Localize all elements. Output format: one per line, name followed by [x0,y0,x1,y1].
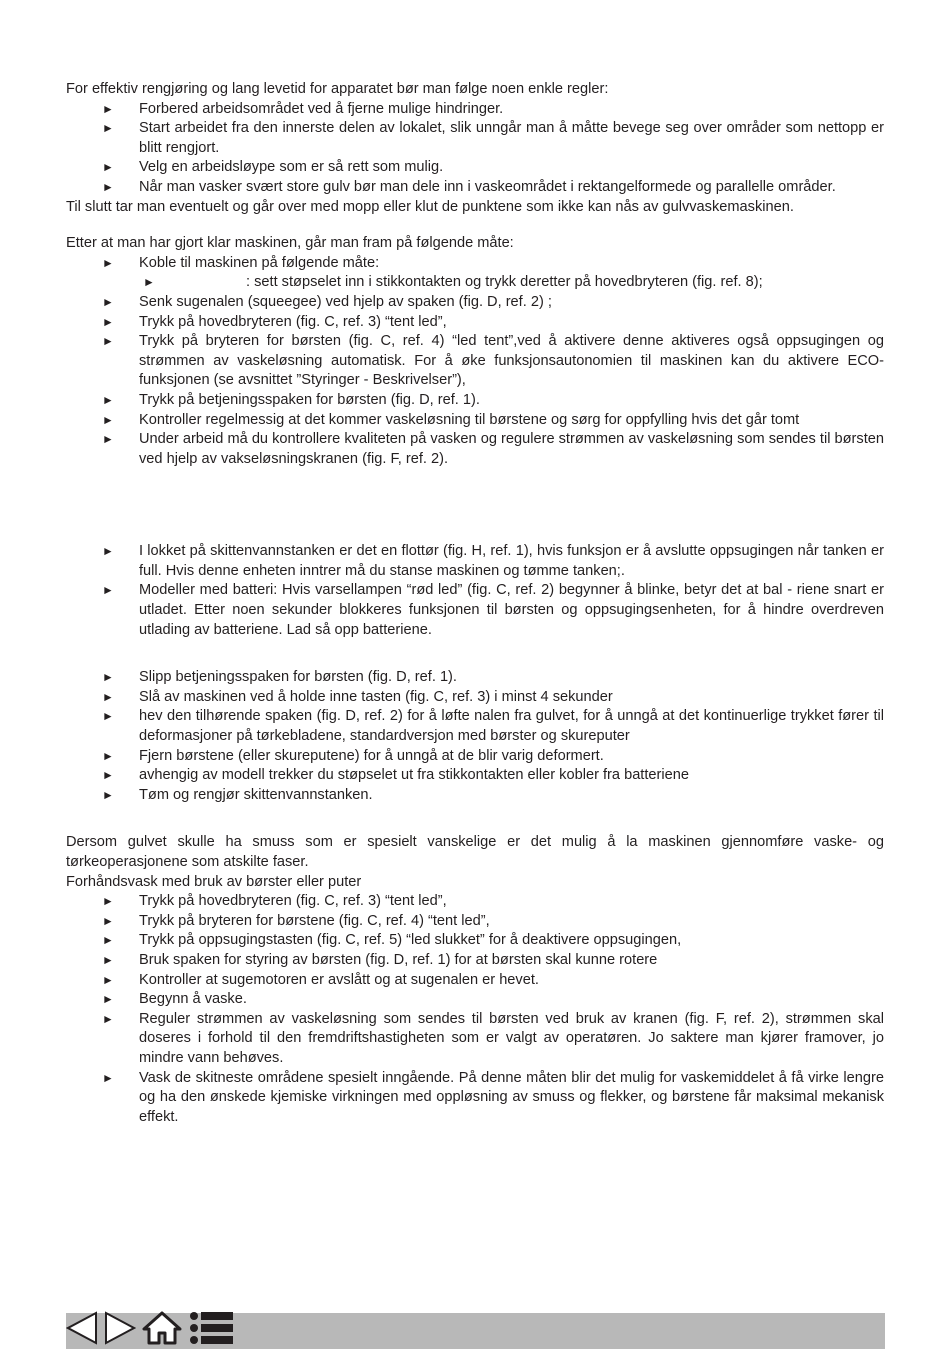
section2-list [66,254,884,470]
list-item: ► Velg en arbeidsløype som er så rett som mulig. [66,158,884,178]
list-item: ► Start arbeidet fra den innerste delen av lokalet, slik unngår man å måtte bevege seg over områder som nettopp er blitt rengjort. [102,120,884,156]
bullet-arrow-icon: ► [102,748,114,763]
bullet-arrow-icon: ► [102,160,114,175]
list-item: ► hev den tilhørende spaken (fig. D, ref. 2) for å løfte nalen fra gulvet, for å unngå at det kontinuerlige trykket fører til deformasjoner på tørkebladene, standardversjon med børster og skureputer [102,708,884,745]
bullet-arrow-icon: ► [102,334,114,349]
section3-list [66,542,884,640]
bullet-arrow-icon: ► [102,992,114,1007]
bullet-arrow-icon: ► [102,933,114,948]
bullet-arrow-icon: ► [102,412,114,427]
sub-item-text: : sett støpselet inn i stikkontakten og trykk deretter på hovedbryteren (fig. ref. 8); [246,274,763,291]
list-item: ► Under arbeid må du kontrollere kvaliteten på vasken og regulere strømmen av vaskeløsning som sendes til børsten ved hjelp av vakseløsningskranen (fig. F, ref. 2). [102,431,884,467]
section1-list [66,100,884,198]
bullet-arrow-icon: ► [102,294,114,309]
bullet-arrow-icon: ► [102,670,114,685]
list-item: ► Kontroller at sugemotoren er avslått og at sugenalen er hevet. [66,971,884,991]
bullet-arrow-icon: ► [102,1070,114,1085]
bullet-arrow-icon: ► [102,709,114,724]
list-item: ► Trykk på bryteren for børsten (fig. C, ref. 4) “led tent”,ved å aktivere denne aktiveres også oppsugingen og strømmen av vaskeløsning automatisk. For å øke funksjonsautonomien til maskinen kan du aktivere ECO-funksjonen (se avsnittet ”Styringer - Beskrivelser”), [102,333,884,389]
list-item: ► avhengig av modell trekker du støpselet ut fra stikkontakten eller kobler fra batteriene [66,766,884,786]
document-body [66,80,884,1127]
list-item: ► Slipp betjeningsspaken for børsten (fig. D, ref. 1). [66,668,884,688]
section4-list [66,668,884,805]
bullet-arrow-icon: ► [102,972,114,987]
list-item: ► Kontroller regelmessig at det kommer vaskeløsning til børstene og sørg for oppfylling hvis det går tomt [66,411,884,431]
bullet-arrow-icon: ► [102,121,114,136]
section1-intro: For effektiv rengjøring og lang levetid for apparatet bør man følge noen enkle regler: [66,81,609,97]
list-item: ► Bruk spaken for styring av børsten (fig. D, ref. 1) for at børsten skal kunne rotere [66,951,884,971]
next-page-icon[interactable] [104,1311,136,1352]
bullet-arrow-icon: ► [102,894,114,909]
section2-intro: Etter at man har gjort klar maskinen, går man fram på følgende måte: [66,235,514,252]
footer-nav [66,1313,234,1349]
list-item: ► Forbered arbeidsområdet ved å fjerne mulige hindringer. [66,100,884,120]
list-item: ► Slå av maskinen ved å holde inne tasten (fig. C, ref. 3) i minst 4 sekunder [66,688,884,708]
bullet-arrow-icon: ► [102,952,114,967]
sub-list-item [66,273,884,293]
bullet-arrow-icon: ► [102,583,114,598]
section5-list [66,892,884,1127]
list-item: ► Trykk på oppsugingstasten (fig. C, ref. 5) “led slukket” for å deaktivere oppsugingen, [66,931,884,951]
list-item: ► Koble til maskinen på følgende måte: [66,254,884,274]
bullet-arrow-icon: ► [143,275,155,290]
list-item: ► Trykk på hovedbryteren (fig. C, ref. 3) “tent led”, [66,313,884,333]
section1-outro: Til slutt tar man eventuelt og går over med mopp eller klut de punktene som ikke kan nås av gulvvaskemaskinen. [66,198,794,215]
bullet-arrow-icon: ► [102,314,114,329]
list-item: ► I lokket på skittenvannstanken er det en flottør (fig. H, ref. 1), hvis funksjon er å avslutte oppsugingen når tanken er full. Hvis denne enheten inntrer må du stanse maskinen og tømme tanken;. [102,543,884,579]
bullet-arrow-icon: ► [102,255,114,270]
bullet-arrow-icon: ► [102,392,114,407]
bullet-arrow-icon: ► [102,101,114,116]
bullet-arrow-icon: ► [102,689,114,704]
contents-list-icon[interactable] [188,1311,234,1352]
bullet-arrow-icon: ► [102,913,114,928]
list-item: ► Når man vasker svært store gulv bør man dele inn i vaskeområdet i rektangelformede og parallelle områder. [66,178,884,198]
bullet-arrow-icon: ► [102,787,114,802]
list-item: ► Trykk på hovedbryteren (fig. C, ref. 3) “tent led”, [66,892,884,912]
list-item: ► Trykk på bryteren for børstene (fig. C, ref. 4) “tent led”, [66,912,884,932]
list-item: ► Reguler strømmen av vaskeløsning som sendes til børsten ved bruk av kranen (fig. F, ref. 2), strømmen skal doseres i forhold til den fremdriftshastigheten som er valgt av operatøren. Jo saktere man kjører framover, jo mindre vann behøves. [102,1010,884,1066]
bullet-arrow-icon: ► [102,544,114,559]
list-item: ► Tøm og rengjør skittenvannstanken. [66,786,884,806]
bullet-arrow-icon: ► [102,1011,114,1026]
list-item: ► Trykk på betjeningsspaken for børsten (fig. D, ref. 1). [66,391,884,411]
list-item: ► Modeller med batteri: Hvis varsellampen “rød led” (fig. C, ref. 2) begynner å blinke, betyr det at bal - riene snart er utladet. Etter noen sekunder blokkeres funksjonen til børsten og oppsugingsenheten, for å hindre overdreven utlading av batteriene. Lad så opp batteriene. [102,582,884,638]
bullet-arrow-icon: ► [102,432,114,447]
section5-intro: Dersom gulvet skulle ha smuss som er spesielt vanskelige er det mulig å la maskinen gjennomføre vaske- og tørkeoperasjonene som atskilte faser. [66,834,884,870]
list-item: ► Senk sugenalen (squeegee) ved hjelp av spaken (fig. D, ref. 2) ; [66,293,884,313]
list-item: ► Vask de skitneste områdene spesielt inngående. På denne måten blir det mulig for vaskemiddelet å få virke lengre og ha den ønskede kjemiske virkningen med oppløsning av smuss og flekker, og børstene får maksimal mekanisk effekt. [102,1069,884,1125]
bullet-arrow-icon: ► [102,179,114,194]
list-item: ► Fjern børstene (eller skureputene) for å unngå at de blir varig deformert. [66,747,884,767]
section5-subhead: Forhåndsvask med bruk av børster eller puter [66,873,362,890]
prev-page-icon[interactable] [66,1311,98,1352]
bullet-arrow-icon: ► [102,768,114,783]
list-item: ► Begynn å vaske. [66,990,884,1010]
home-icon[interactable] [142,1311,182,1352]
